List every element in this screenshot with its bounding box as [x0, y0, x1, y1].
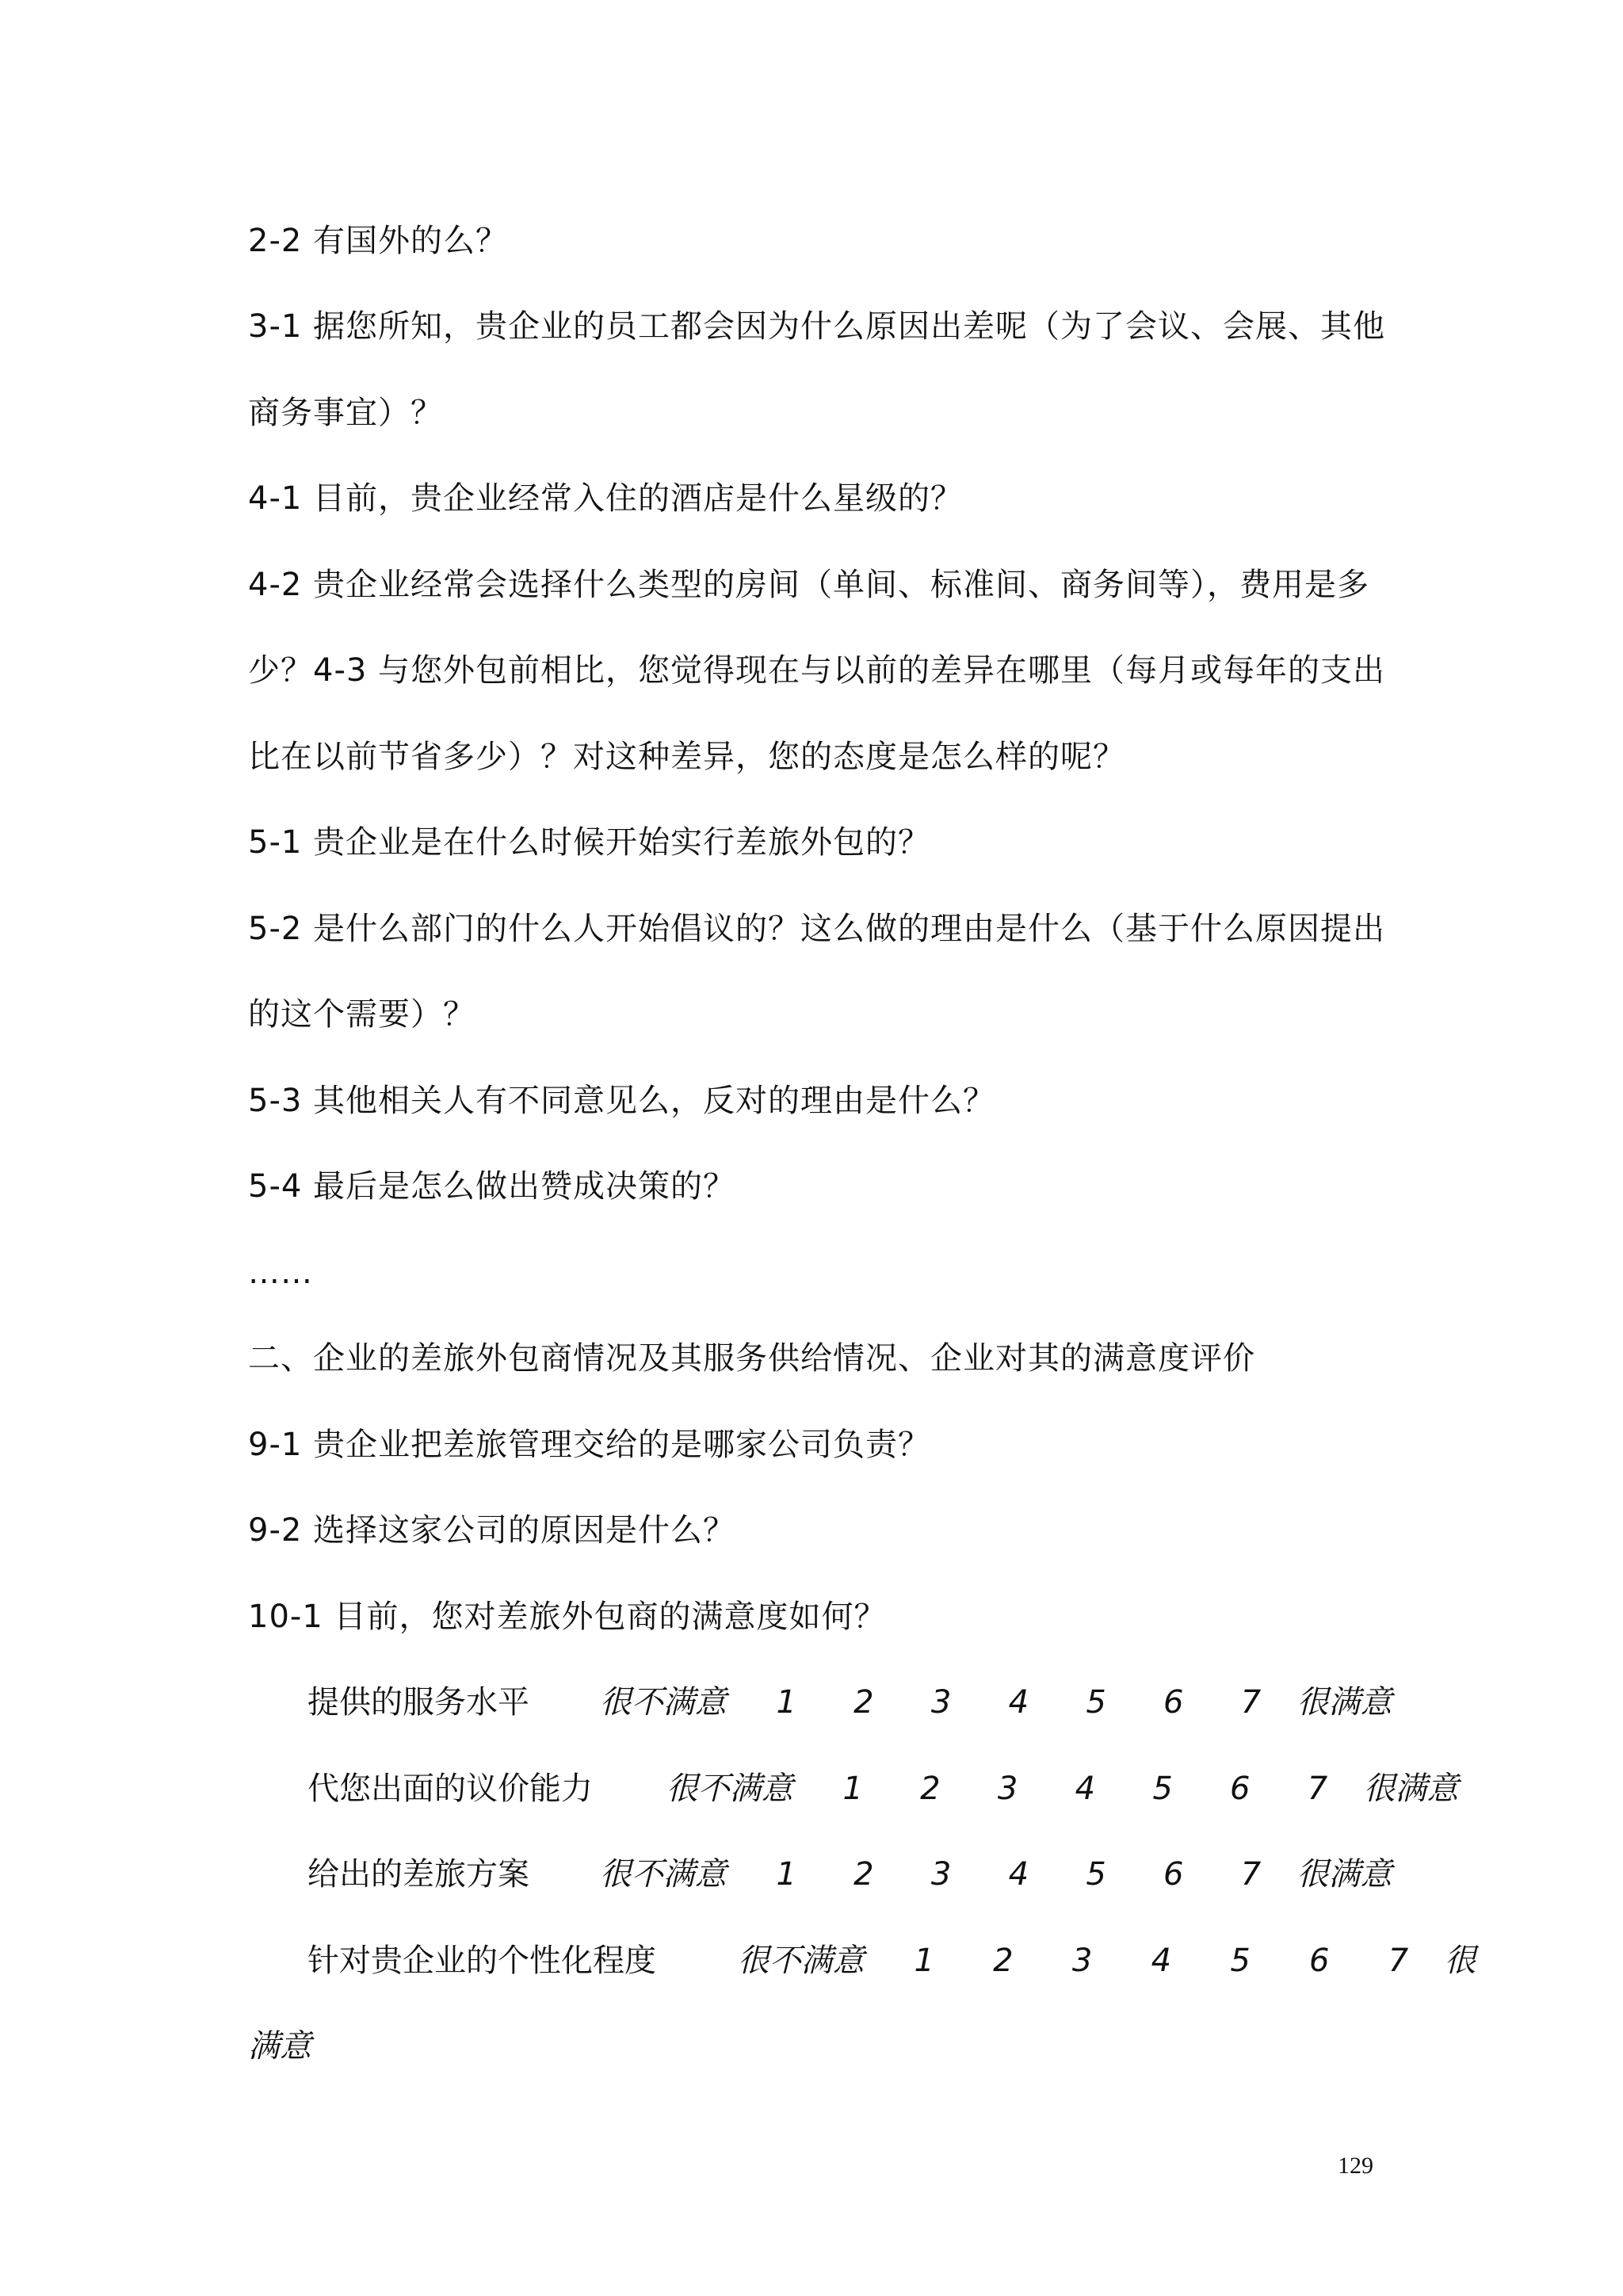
scale-point: 4: [1008, 1684, 1029, 1721]
rating-row: [307, 1939, 1476, 1983]
rating-label: 针对贵企业的个性化程度: [307, 1943, 656, 1979]
question-line: 9-2 选择这家公司的原因是什么？: [248, 1512, 736, 1549]
rating-row: [307, 1680, 1392, 1725]
scale-low: 很不满意: [666, 1771, 793, 1807]
scale-point: 4: [1008, 1856, 1029, 1893]
scale-point: 7: [1307, 1771, 1328, 1807]
scale-high: 很满意: [1296, 1856, 1392, 1893]
scale-point: 6: [1309, 1943, 1330, 1979]
scale-point: 6: [1230, 1771, 1251, 1807]
scale-low: 很不满意: [599, 1856, 727, 1893]
scale-point: 5: [1086, 1684, 1106, 1721]
scale-high: 很满意: [1296, 1684, 1392, 1721]
question-line: 比在以前节省多少）？对这种差异，您的态度是怎么样的呢？: [248, 739, 1125, 775]
scale-point: 6: [1163, 1856, 1184, 1893]
rating-label: 给出的差旅方案: [307, 1856, 529, 1893]
scale-point: 5: [1152, 1771, 1173, 1807]
question-line: 5-1 贵企业是在什么时候开始实行差旅外包的？: [248, 824, 931, 861]
question-line: 9-1 贵企业把差旅管理交给的是哪家公司负责？: [248, 1427, 931, 1463]
scale-point: 1: [776, 1856, 796, 1893]
scale-point: 1: [914, 1943, 934, 1979]
scale-point: 2: [854, 1856, 874, 1893]
scale-point: 5: [1230, 1943, 1251, 1979]
scale-high-part: 很: [1444, 1943, 1476, 1979]
scale-high: 很满意: [1363, 1771, 1459, 1807]
question-line: 4-1 目前，贵企业经常入住的酒店是什么星级的？: [248, 480, 964, 517]
rating-label: 代您出面的议价能力: [307, 1771, 593, 1807]
scale-point: 1: [842, 1771, 863, 1807]
scale-point: 3: [930, 1684, 952, 1721]
question-line: 2-2 有国外的么？: [248, 223, 509, 259]
scale-point: 5: [1086, 1856, 1106, 1893]
question-line: 3-1 据您所知，贵企业的员工都会因为什么原因出差呢（为了会议、会展、其他: [248, 308, 1386, 345]
section-heading: 二、企业的差旅外包商情况及其服务供给情况、企业对其的满意度评价: [248, 1340, 1255, 1377]
scale-point: 2: [854, 1684, 874, 1721]
scale-point: 3: [997, 1771, 1018, 1807]
ellipsis: ……: [248, 1255, 313, 1291]
rating-row: [307, 1852, 1392, 1897]
scale-point: 4: [1151, 1943, 1172, 1979]
rating-label: 提供的服务水平: [307, 1684, 529, 1721]
rating-scale: [600, 1852, 1392, 1897]
question-line: 5-4 最后是怎么做出赞成决策的？: [248, 1168, 736, 1205]
scale-point: 7: [1240, 1684, 1262, 1721]
scale-point: 3: [930, 1856, 952, 1893]
question-line: 10-1 目前，您对差旅外包商的满意度如何？: [248, 1599, 887, 1635]
scale-low: 很不满意: [737, 1943, 865, 1979]
scale-point: 3: [1071, 1943, 1093, 1979]
scale-point: 7: [1388, 1943, 1409, 1979]
question-line: 4-2 贵企业经常会选择什么类型的房间（单间、标准间、商务间等），费用是多: [248, 567, 1370, 603]
rating-row: [307, 1767, 1458, 1811]
scale-point: 4: [1075, 1771, 1096, 1807]
question-line: 商务事宜）？: [248, 395, 443, 431]
scale-high-continuation: 满意: [248, 2028, 311, 2065]
question-line: 5-3 其他相关人有不同意见么，反对的理由是什么？: [248, 1083, 996, 1119]
scale-point: 6: [1163, 1684, 1184, 1721]
question-line: 少？4-3 与您外包前相比，您觉得现在与以前的差异在哪里（每月或每年的支出: [248, 652, 1386, 689]
rating-scale: [666, 1767, 1459, 1811]
scale-point: 1: [776, 1684, 796, 1721]
rating-scale: [600, 1680, 1392, 1725]
question-line: 的这个需要）？: [248, 996, 475, 1033]
scale-point: 2: [920, 1771, 941, 1807]
question-line: 5-2 是什么部门的什么人开始倡议的？这么做的理由是什么（基于什么原因提出: [248, 911, 1386, 947]
scale-low: 很不满意: [599, 1684, 727, 1721]
page-number: 129: [1338, 2153, 1373, 2179]
scale-point: 2: [993, 1943, 1014, 1979]
rating-scale: [738, 1939, 1476, 1983]
scale-point: 7: [1240, 1856, 1262, 1893]
